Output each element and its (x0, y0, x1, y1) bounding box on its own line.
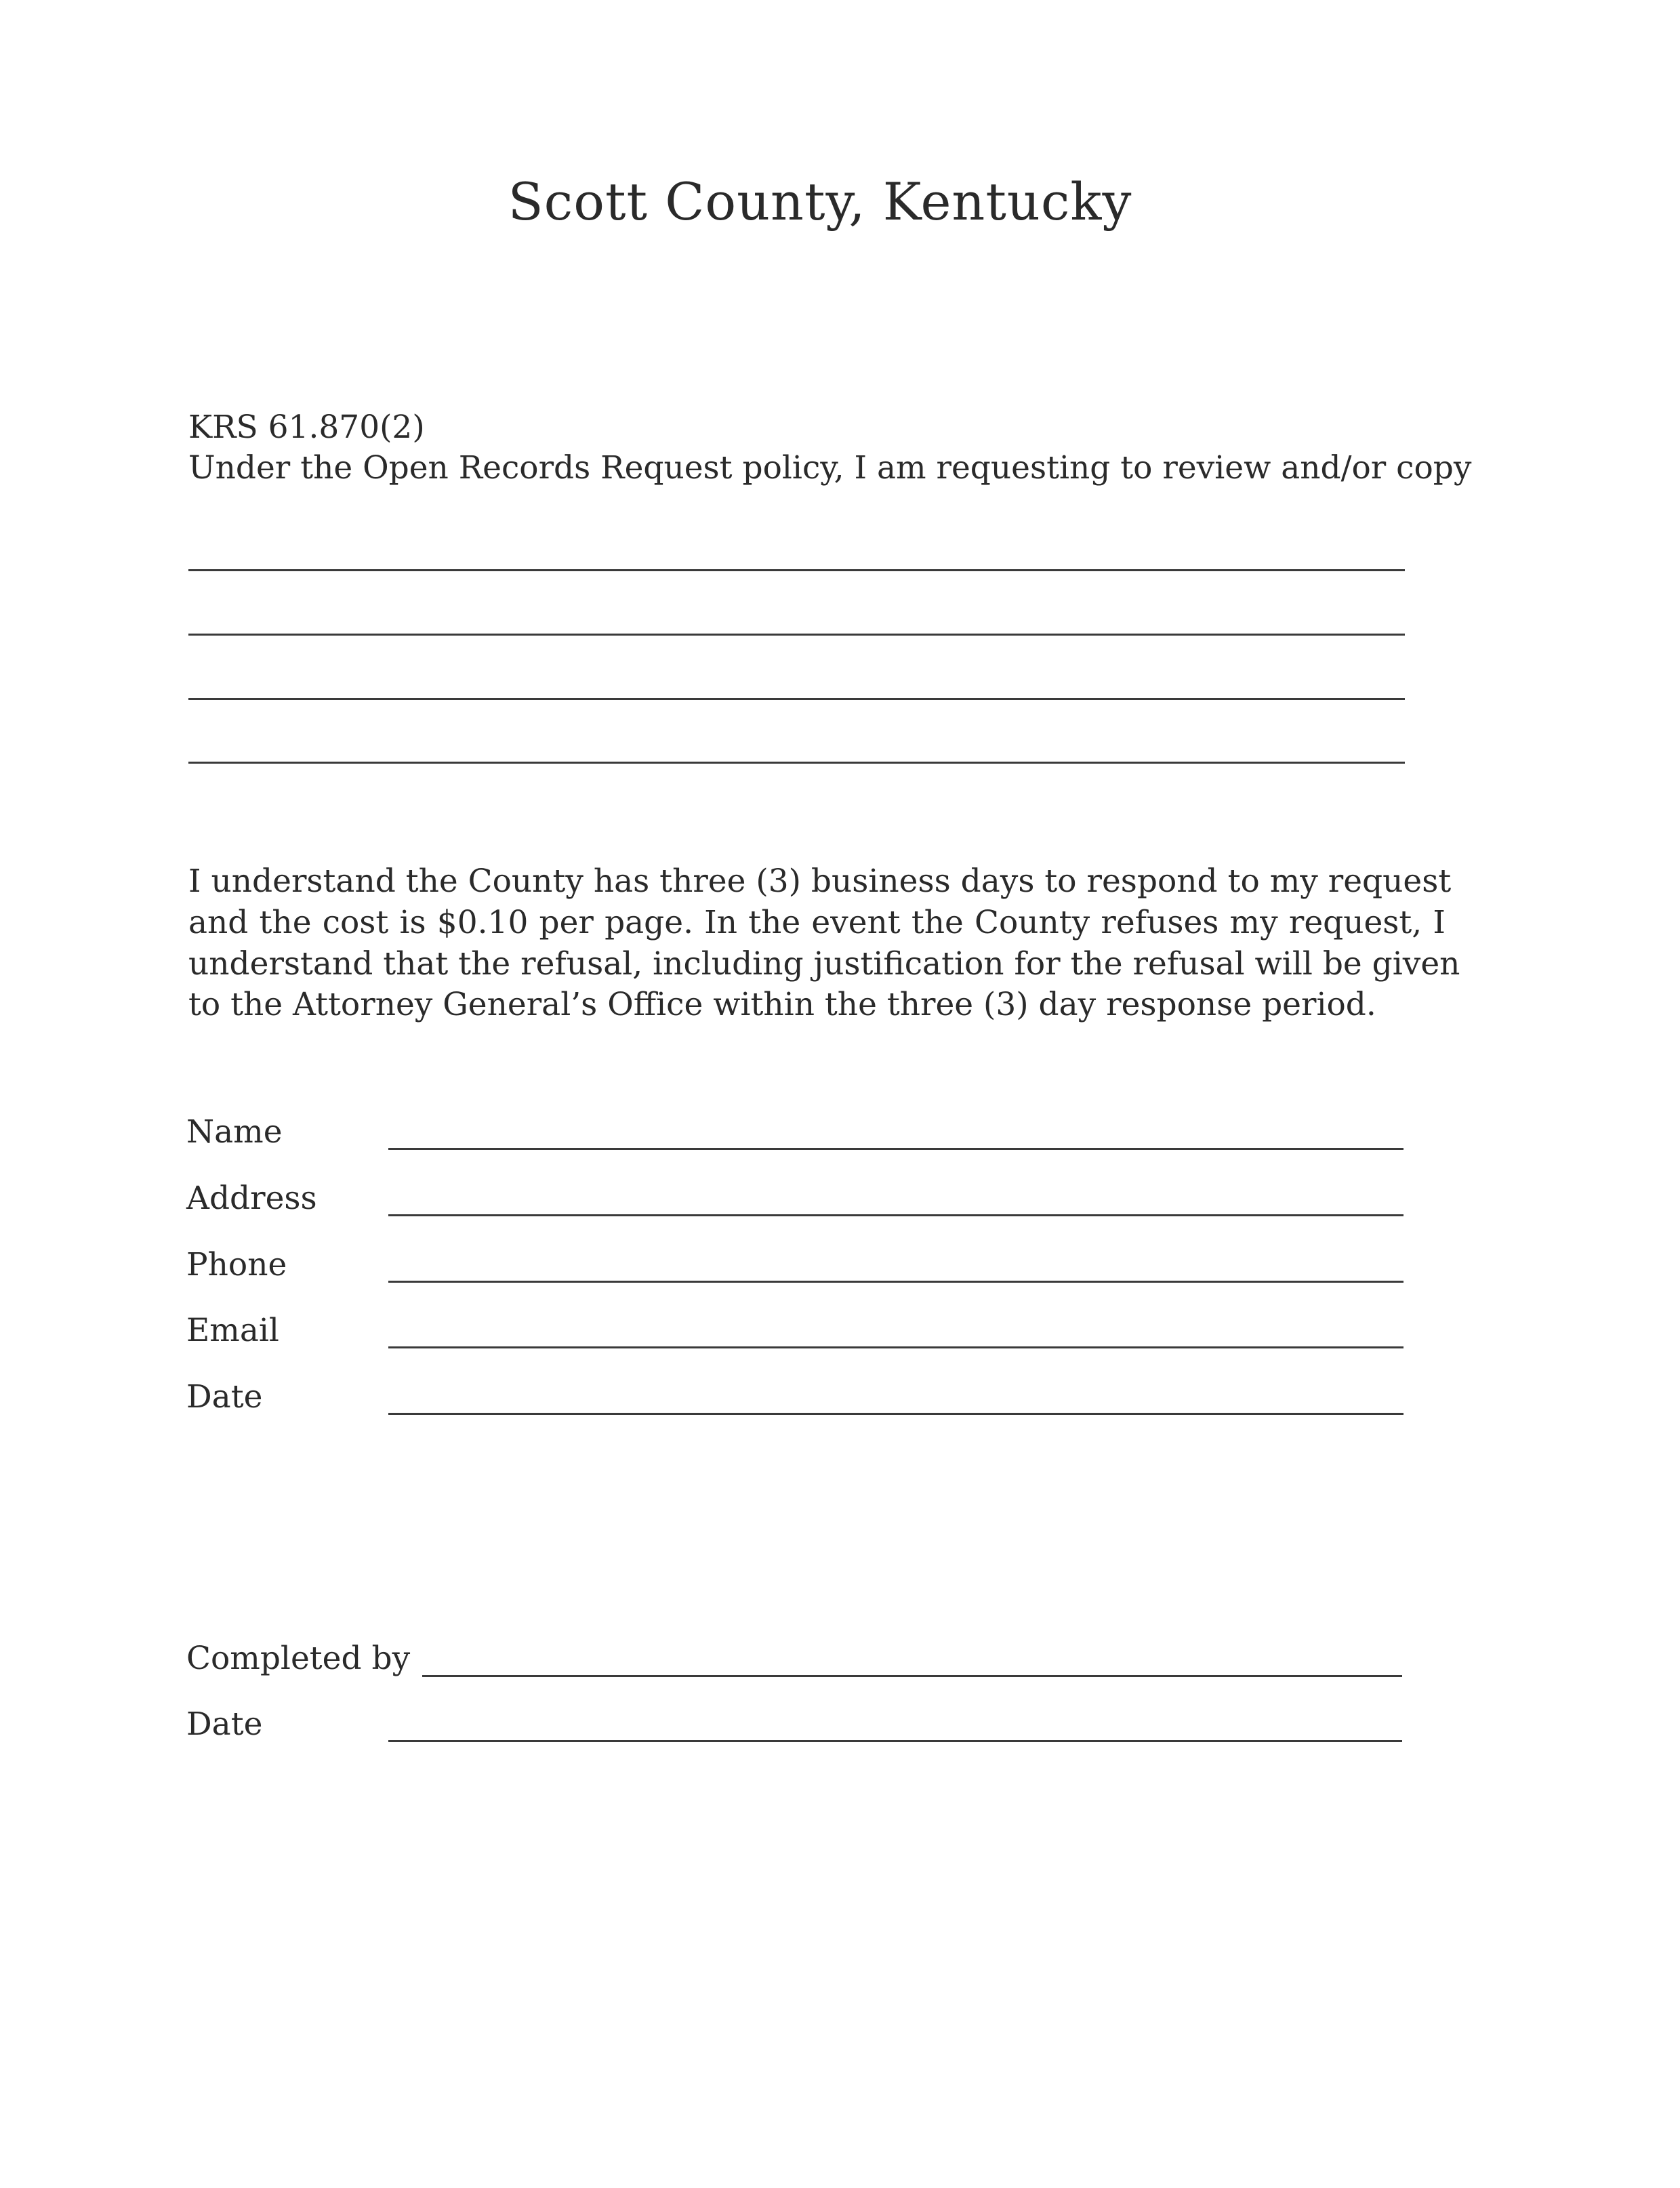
phone-label: Phone (186, 1246, 287, 1283)
address-label: Address (186, 1180, 317, 1217)
page-title: Scott County, Kentucky (508, 171, 1132, 232)
terms-line-1: I understand the County has three (3) business days to respond to my request (188, 863, 1452, 900)
office-date-field[interactable] (388, 1740, 1402, 1742)
phone-field[interactable] (388, 1281, 1404, 1283)
completed-by-field[interactable] (422, 1675, 1402, 1677)
completed-by-label: Completed by (186, 1640, 411, 1677)
statute-reference: KRS 61.870(2) (188, 409, 425, 446)
date-label: Date (186, 1378, 263, 1416)
email-label: Email (186, 1312, 279, 1349)
request-description-line-2[interactable] (188, 634, 1405, 636)
email-field[interactable] (388, 1346, 1404, 1348)
terms-line-3: understand that the refusal, including justification for the refusal will be given (188, 945, 1460, 983)
terms-line-2: and the cost is $0.10 per page. In the event the County refuses my request, I (188, 904, 1446, 941)
name-label: Name (186, 1113, 283, 1151)
address-field[interactable] (388, 1214, 1404, 1216)
request-intro: Under the Open Records Request policy, I am requesting to review and/or copy (188, 449, 1472, 487)
name-field[interactable] (388, 1148, 1404, 1150)
terms-line-4: to the Attorney General’s Office within the three (3) day response period. (188, 986, 1376, 1023)
request-description-line-3[interactable] (188, 698, 1405, 700)
request-description-line-1[interactable] (188, 569, 1405, 571)
office-date-label: Date (186, 1706, 263, 1743)
request-description-line-4[interactable] (188, 762, 1405, 764)
date-field[interactable] (388, 1413, 1404, 1415)
